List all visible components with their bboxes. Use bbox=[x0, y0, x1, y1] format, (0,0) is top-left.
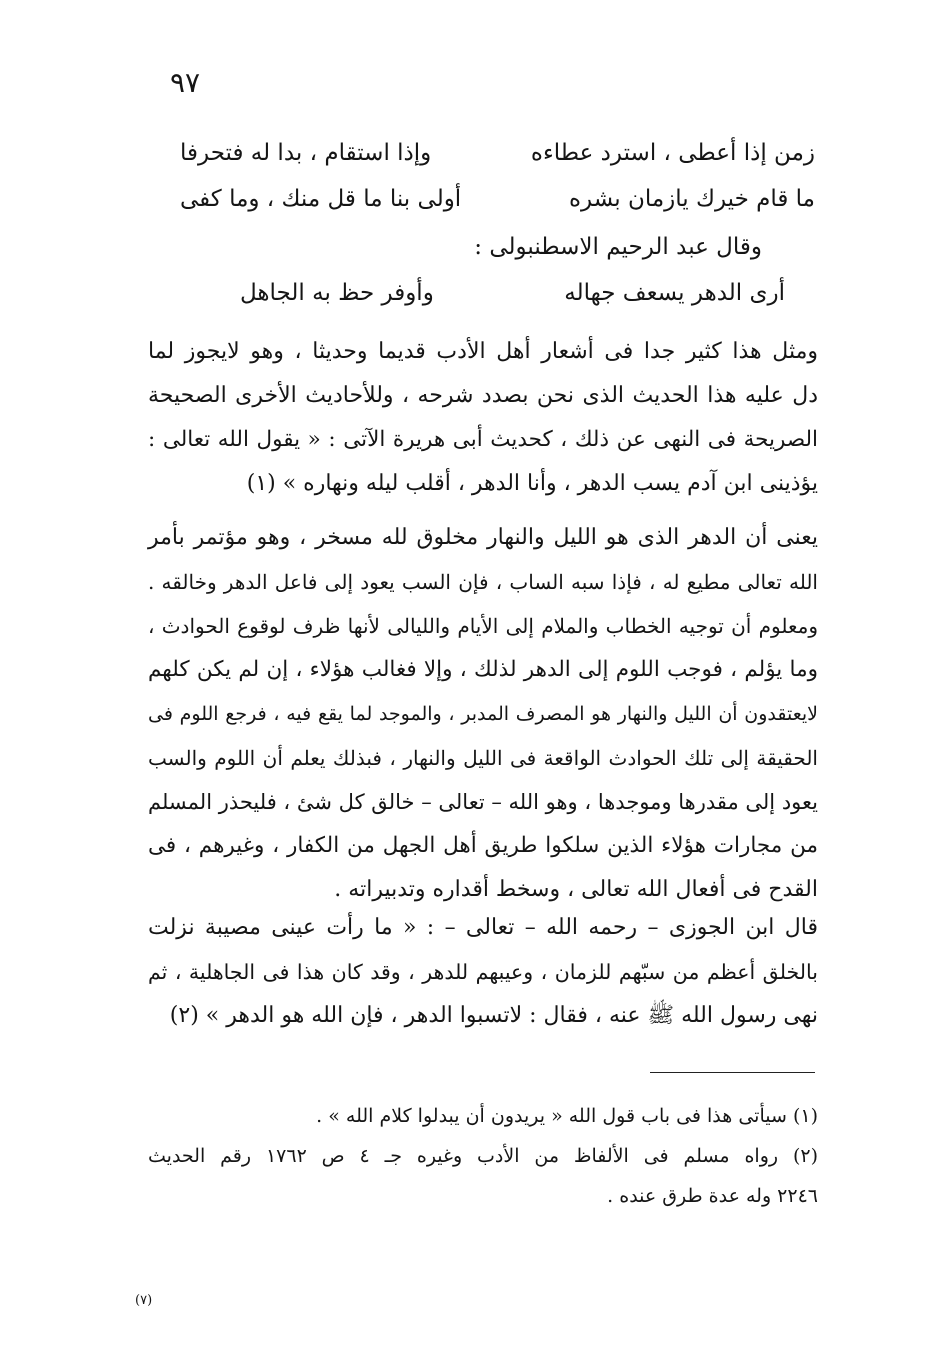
paragraph-1-line: يؤذينى ابن آدم يسب الدهر ، وأنا الدهر ، أقلب ليله ونهاره » (١) bbox=[246, 471, 818, 496]
paragraph-2 bbox=[148, 516, 818, 912]
verse-3-first-hemistich: أرى الدهر يسعف جهاله bbox=[564, 280, 785, 306]
paragraph-2-line: يعنى أن الدهر الذى هو الليل والنهار مخلوق لله مسخر ، وهو مؤتمر بأمر bbox=[148, 525, 818, 550]
paragraph-2-line: الحقيقة إلى تلك الحوادث الواقعة فى الليل والنهار ، فبذلك يعلم أن اللوم والسب bbox=[148, 746, 818, 770]
paragraph-1-line: دل عليه هذا الحديث الذى نحن بصدد شرحه ، وللأحاديث الأخرى الصحيحة bbox=[148, 383, 818, 408]
paragraph-2-line: يعود إلى مقدرها وموجدها ، وهو الله – تعالى – خالق كل شئ ، فليحذر المسلم bbox=[148, 790, 818, 814]
paragraph-1-line: الصريحة فى النهى عن ذلك ، كحديث أبى هريرة الآتى : « يقول الله تعالى : bbox=[148, 427, 818, 452]
poet-attribution: وقال عبد الرحيم الاسطنبولى : bbox=[474, 234, 762, 260]
footnote-1: (١) سيأتى هذا فى باب قول الله « يريدون أن يبدلوا كلام الله » . bbox=[316, 1105, 818, 1127]
paragraph-1-line: ومثل هذا كثير جدا فى أشعار أهل الأدب قديما وحديثا ، وهو لايجوز لما bbox=[148, 339, 818, 364]
verse-2-second-hemistich: أولى بنا ما قل منك ، وما كفى bbox=[180, 186, 462, 212]
paragraph-2-line: لايعتقدون أن الليل والنهار هو المصرف المدبر ، والموجد لما يقع فيه ، فرجع اللوم فى bbox=[148, 703, 818, 725]
page-number: ٩٧ bbox=[170, 66, 201, 99]
footnotes bbox=[148, 1096, 818, 1216]
paragraph-3-line: بالخلق أعظم من سبّهم للزمان ، وعيبهم للدهر ، وقد كان هذا فى الجاهلية ، ثم bbox=[148, 960, 818, 984]
paragraph-2-line: الله تعالى مطيع له ، فإذا سبه الساب ، فإن السب يعود إلى فاعل الدهر وخالقه . bbox=[148, 570, 818, 594]
paragraph-2-line: وما يؤلم ، فوجب اللوم إلى الدهر لذلك ، وإلا فغالب هؤلاء ، إن لم يكن كلهم bbox=[148, 657, 818, 682]
poem-verse-3 bbox=[230, 280, 785, 324]
verse-1-first-hemistich: زمن إذا أعطى ، استرد عطاءه bbox=[530, 140, 815, 166]
verse-3-second-hemistich: وأوفر حظ به الجاهل bbox=[240, 280, 434, 306]
paragraph-2-line: القدح فى أفعال الله تعالى ، وسخط أقداره وتدبيراته . bbox=[334, 877, 818, 902]
verse-1-second-hemistich: وإذا استقام ، بدا له فتحرفا bbox=[180, 140, 432, 166]
paragraph-2-line: ومعلوم أن توجيه الخطاب والملام إلى الأيام والليالى لأنها ظرف لوقوع الحوادث ، bbox=[148, 614, 818, 638]
footnote-2: (٢) رواه مسلم فى الألفاظ من الأدب وغيره جـ ٤ ص ١٧٦٢ رقم الحديث bbox=[148, 1145, 819, 1167]
paragraph-3-line: قال ابن الجوزى – رحمه الله – تعالى – : « ما رأت عينى مصيبة نزلت bbox=[148, 915, 818, 940]
footnote-2-continuation: ٢٢٤٦ وله عدة طرق عنده . bbox=[607, 1185, 818, 1207]
verse-2-first-hemistich: ما قام خيرك يازمان بشره bbox=[568, 186, 815, 212]
paragraph-3 bbox=[148, 906, 818, 1038]
footnote-separator bbox=[650, 1072, 815, 1073]
paragraph-1 bbox=[148, 330, 818, 506]
signature-mark: (٧) bbox=[135, 1293, 153, 1308]
paragraph-3-line: نهى رسول الله ﷺ عنه ، فقال : لاتسبوا الدهر ، فإن الله هو الدهر » (٢) bbox=[169, 1003, 818, 1028]
poem-verse-2 bbox=[150, 186, 815, 230]
poem-verse-1 bbox=[150, 140, 815, 184]
paragraph-2-line: من مجارات هؤلاء الذين سلكوا طريق أهل الجهل من الكفار ، وغيرهم ، فى bbox=[148, 833, 818, 858]
